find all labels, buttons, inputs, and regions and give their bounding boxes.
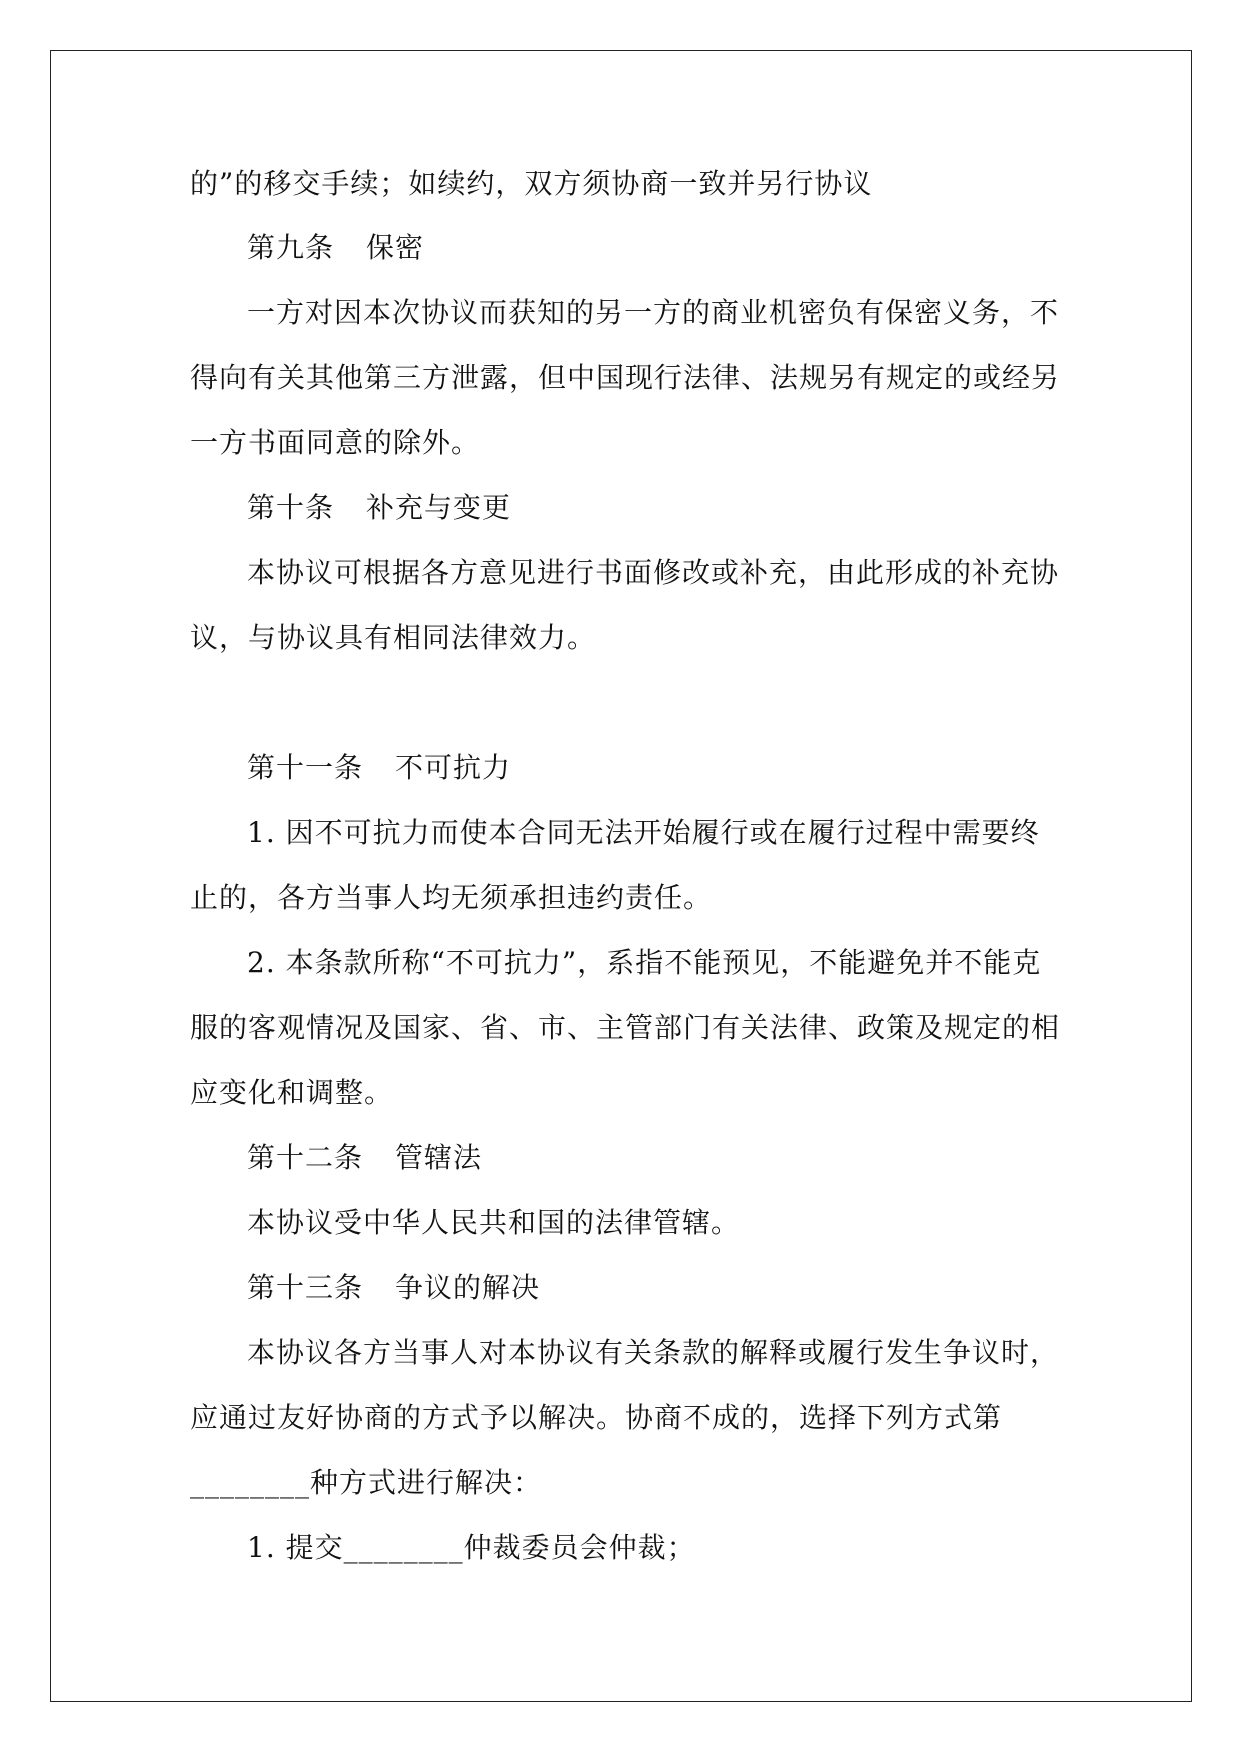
text-line: 本协议可根据各方意见进行书面修改或补充，由此形成的补充协 (247, 556, 1060, 589)
text-line: 止的，各方当事人均无须承担违约责任。 (190, 881, 713, 914)
section-number: 第十三条 (247, 1271, 364, 1304)
text-line: 一方对因本次协议而获知的另一方的商业机密负有保密义务，不 (247, 296, 1060, 329)
section-title: 不可抗力 (395, 751, 512, 784)
text-line: 一方书面同意的除外。 (190, 426, 481, 459)
text-line: 应通过友好协商的方式予以解决。协商不成的，选择下列方式第 (190, 1401, 1003, 1434)
section-title: 补充与变更 (366, 491, 512, 524)
text-line: ________种方式进行解决： (190, 1466, 543, 1499)
text-line: 的”的移交手续；如续约，双方须协商一致并另行协议 (190, 167, 873, 200)
section-number: 第十二条 (247, 1141, 364, 1174)
section-title: 保密 (366, 231, 425, 264)
text-line: 本协议受中华人民共和国的法律管辖。 (247, 1206, 741, 1239)
section-title: 争议的解决 (395, 1271, 541, 1304)
text-line: 2. 本条款所称“不可抗力”，系指不能预见，不能避免并不能克 (247, 946, 1042, 979)
section-heading-9 (247, 228, 424, 268)
section-number: 第十一条 (247, 751, 364, 784)
section-heading-12 (247, 1138, 482, 1178)
text-line: 1. 提交________仲裁委员会仲裁； (247, 1531, 696, 1564)
section-title: 管辖法 (395, 1141, 483, 1174)
section-heading-11 (247, 748, 511, 788)
text-line: 应变化和调整。 (190, 1076, 394, 1109)
text-line: 1. 因不可抗力而使本合同无法开始履行或在履行过程中需要终 (247, 816, 1040, 849)
text-line: 得向有关其他第三方泄露，但中国现行法律、法规另有规定的或经另 (190, 361, 1061, 394)
section-heading-13 (247, 1268, 540, 1308)
section-number: 第九条 (247, 231, 335, 264)
text-line: 议，与协议具有相同法律效力。 (190, 621, 597, 654)
section-heading-10 (247, 488, 511, 528)
text-line: 服的客观情况及国家、省、市、主管部门有关法律、政策及规定的相 (190, 1011, 1061, 1044)
text-line: 本协议各方当事人对本协议有关条款的解释或履行发生争议时， (247, 1336, 1060, 1369)
section-number: 第十条 (247, 491, 335, 524)
